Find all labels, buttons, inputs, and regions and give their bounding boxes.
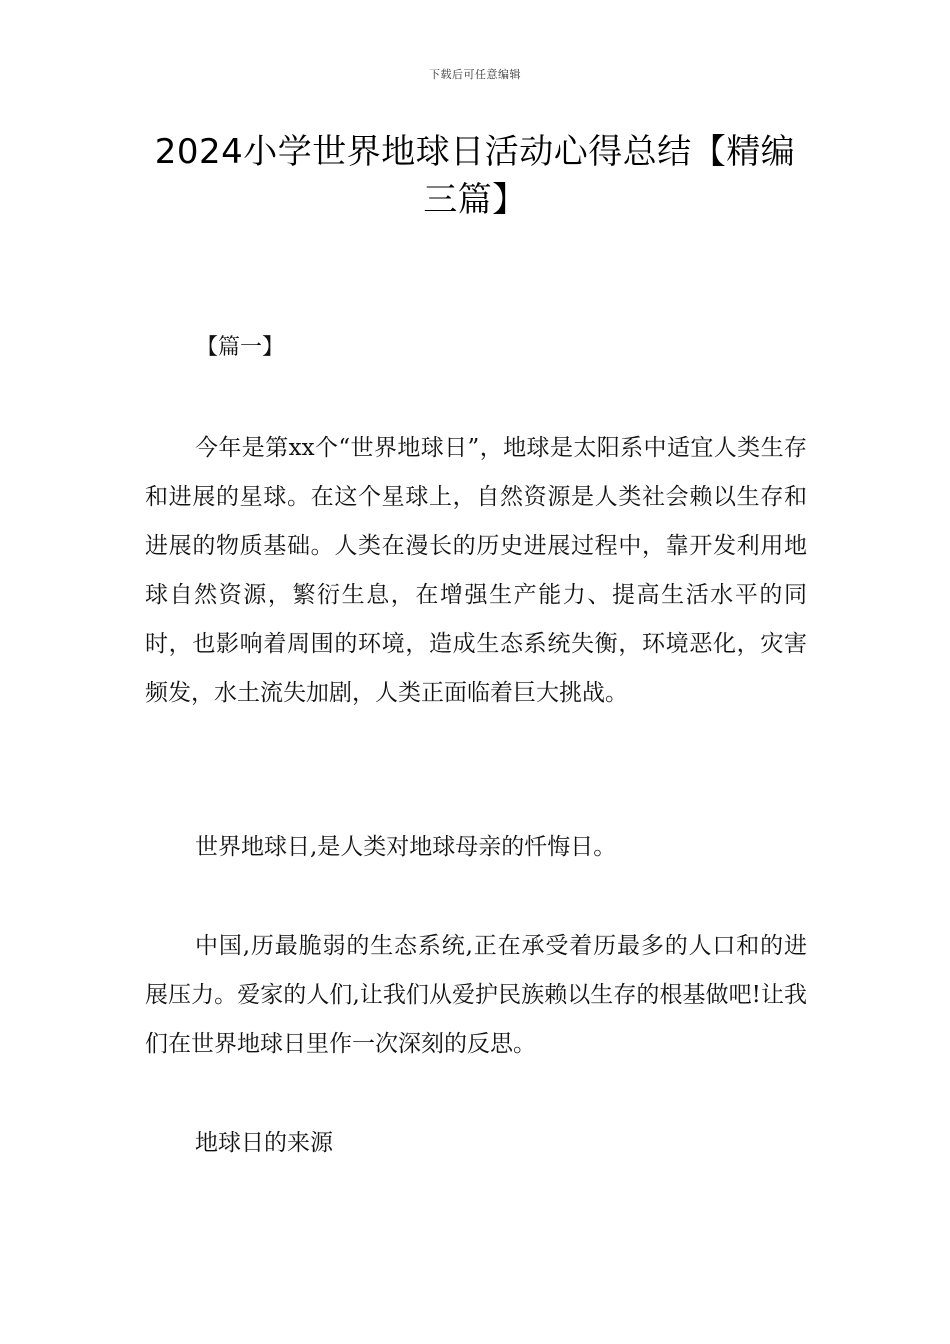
section-heading: 【篇一】 xyxy=(196,335,285,360)
paragraph: 今年是第xx个“世界地球日”，地球是太阳系中适宜人类生存和进展的星球。在这个星球上，自然资源是人类社会赖以生存和进展的物质基础。人类在漫长的历史进展过程中，靠开发利用地球自然资源，繁衍生息，在增强生产能力、提高生活水平的同时，也影响着周围的环境，造成生态系统失衡，环境恶化，灾害频发，水土流失加剧，人类正面临着巨大挑战。 xyxy=(145,435,807,706)
page-header-note: 下载后可任意编辑 xyxy=(429,68,521,81)
document-title: 2024小学世界地球日活动心得总结【精编三篇】 xyxy=(154,132,796,220)
paragraph: 世界地球日,是人类对地球母亲的忏悔日。 xyxy=(195,834,617,860)
paragraph: 地球日的来源 xyxy=(195,1130,333,1156)
paragraph: 中国,历最脆弱的生态系统,正在承受着历最多的人口和的进展压力。爱家的人们,让我们从爱护民族赖以生存的根基做吧!让我们在世界地球日里作一次深刻的反思。 xyxy=(145,933,807,1057)
